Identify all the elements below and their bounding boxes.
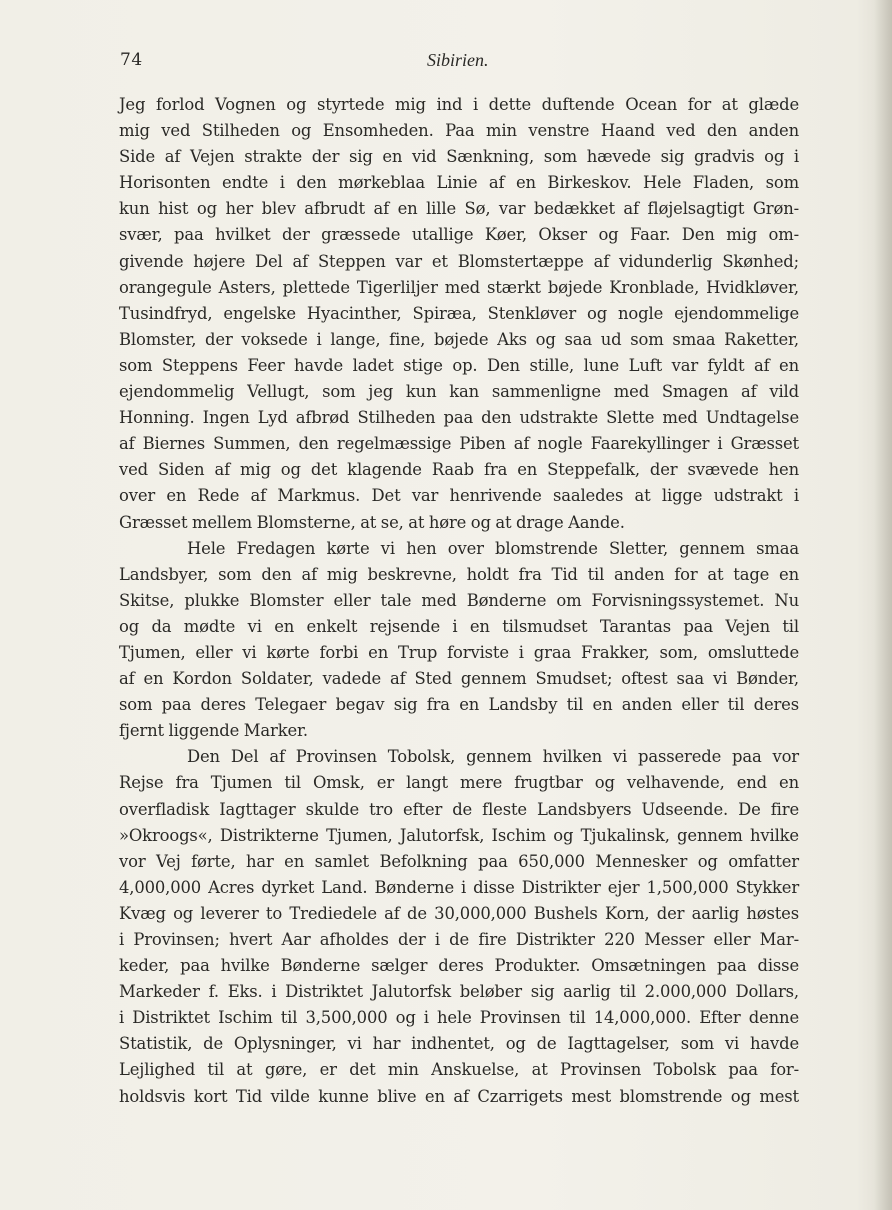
text-line: fjernt liggende Marker. (119, 721, 308, 741)
text-line: ved Siden af mig og det klagende Raab fra en Steppefalk, der svævede hen (119, 460, 799, 480)
page-number: 74 (120, 50, 143, 70)
text-line: Landsbyer, som den af mig beskrevne, holdt fra Tid til anden for at tage en (119, 564, 799, 584)
text-line: Græsset mellem Blomsterne, at se, at høre og at drage Aande. (119, 512, 625, 532)
text-line: som Steppens Feer havde ladet stige op. Den stille, lune Luft var fyldt af en (119, 355, 799, 375)
page-edge-shadow (874, 0, 892, 1210)
text-line: orangegule Asters, plettede Tigerliljer med stærkt bøjede Kronblade, Hvidkløver, (119, 277, 799, 297)
text-line: overfladisk Iagttager skulde tro efter de fleste Landsbyers Udseende. De fire (119, 799, 799, 819)
text-line: keder, paa hvilke Bønderne sælger deres Produkter. Omsætningen paa disse (119, 956, 799, 976)
text-line: af Biernes Summen, den regelmæssige Piben af nogle Faarekyllinger i Græsset (119, 434, 799, 454)
text-line: Horisonten endte i den mørkeblaa Linie af en Birkeskov. Hele Fladen, som (119, 173, 799, 193)
running-title: Sibirien. (427, 50, 489, 70)
text-line: »Okroogs«, Distrikterne Tjumen, Jalutorfsk, Ischim og Tjukalinsk, gennem hvilke (119, 825, 799, 845)
text-line: holdsvis kort Tid vilde kunne blive en af Czarrigets mest blomstrende og mest (119, 1086, 799, 1106)
text-line: ejendommelig Vellugt, som jeg kun kan sammenligne med Smagen af vild (119, 382, 799, 402)
text-line: af en Kordon Soldater, vadede af Sted gennem Smudset; oftest saa vi Bønder, (119, 669, 799, 689)
text-line: Lejlighed til at gøre, er det min Anskuelse, at Provinsen Tobolsk paa for- (119, 1060, 799, 1080)
text-line: i Provinsen; hvert Aar afholdes der i de fire Distrikter 220 Messer eller Mar- (119, 930, 799, 949)
body-text (119, 92, 799, 1110)
text-line: kun hist og her blev afbrudt af en lille Sø, var bedækket af fløjelsagtigt Grøn- (119, 199, 799, 219)
text-line: i Distriktet Ischim til 3,500,000 og i hele Provinsen til 14,000,000. Efter denne (119, 1008, 799, 1028)
text-line: og da mødte vi en enkelt rejsende i en tilsmudset Tarantas paa Vejen til (119, 616, 799, 636)
text-line: Jeg forlod Vognen og styrtede mig ind i dette duftende Ocean for at glæde (119, 95, 799, 114)
text-line: Tusindfryd, engelske Hyacinther, Spiræa, Stenkløver og nogle ejendommelige (119, 303, 799, 323)
text-line: Statistik, de Oplysninger, vi har indhentet, og de Iagttagelser, som vi havde (119, 1034, 799, 1054)
text-line: mig ved Stilheden og Ensomheden. Paa min venstre Haand ved den anden (119, 121, 799, 141)
text-line: Markeder f. Eks. i Distriktet Jalutorfsk beløber sig aarlig til 2.000,000 Dollars, (119, 982, 799, 1002)
text-line: svær, paa hvilket der græssede utallige Køer, Okser og Faar. Den mig om- (119, 225, 799, 245)
text-line: Tjumen, eller vi kørte forbi en Trup forviste i graa Frakker, som, omsluttede (119, 642, 799, 662)
text-line: Skitse, plukke Blomster eller tale med Bønderne om Forvisningssystemet. Nu (119, 590, 799, 610)
running-head (120, 50, 800, 74)
text-line: givende højere Del af Steppen var et Blomstertæppe af vidunderlig Skønhed; (119, 251, 799, 271)
text-line: vor Vej førte, har en samlet Befolkning paa 650,000 Mennesker og omfatter (119, 851, 799, 871)
text-line: som paa deres Telegaer begav sig fra en Landsby til en anden eller til deres (119, 695, 799, 715)
text-line: Kvæg og leverer to Trediedele af de 30,000,000 Bushels Korn, der aarlig høstes (119, 903, 799, 923)
text-line: Side af Vejen strakte der sig en vid Sænkning, som hævede sig gradvis og i (119, 147, 799, 167)
text-line: Honning. Ingen Lyd afbrød Stilheden paa den udstrakte Slette med Undtagelse (119, 408, 799, 428)
text-line: 4,000,000 Acres dyrket Land. Bønderne i disse Distrikter ejer 1,500,000 Stykker (119, 877, 799, 897)
paragraph-start-line: Hele Fredagen kørte vi hen over blomstrende Sletter, gennem smaa (187, 538, 799, 558)
paragraph-start-line: Den Del af Provinsen Tobolsk, gennem hvilken vi passerede paa vor (187, 747, 799, 767)
text-line: over en Rede af Markmus. Det var henrivende saaledes at ligge udstrakt i (119, 486, 799, 506)
text-line: Rejse fra Tjumen til Omsk, er langt mere frugtbar og velhavende, end en (119, 773, 799, 793)
text-line: Blomster, der voksede i lange, fine, bøjede Aks og saa ud som smaa Raketter, (119, 329, 799, 349)
